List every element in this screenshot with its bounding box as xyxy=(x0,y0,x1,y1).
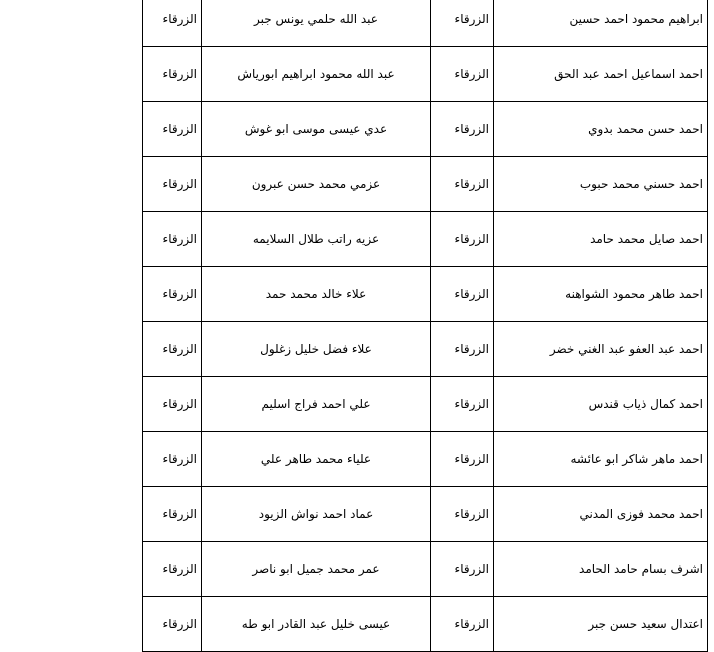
city-cell: الزرقاء xyxy=(431,47,494,102)
table-row xyxy=(143,157,708,212)
city-cell: الزرقاء xyxy=(143,377,202,432)
names-table xyxy=(142,0,708,652)
table-row xyxy=(143,102,708,157)
person-name-cell: احمد محمد فوزى المدني xyxy=(494,487,708,542)
table-row xyxy=(143,432,708,487)
city-cell: الزرقاء xyxy=(143,267,202,322)
person-name-cell: احمد صايل محمد حامد xyxy=(494,212,708,267)
city-cell: الزرقاء xyxy=(143,47,202,102)
table-row xyxy=(143,0,708,47)
person-name-cell: عبد الله محمود ابراهيم ابورياش xyxy=(202,47,431,102)
city-cell: الزرقاء xyxy=(143,487,202,542)
person-name-cell: علاء فضل خليل زغلول xyxy=(202,322,431,377)
person-name-cell: عزيه راتب طلال السلايمه xyxy=(202,212,431,267)
person-name-cell: عيسى خليل عبد القادر ابو طه xyxy=(202,597,431,652)
table-row xyxy=(143,212,708,267)
city-cell: الزرقاء xyxy=(431,432,494,487)
table-row xyxy=(143,322,708,377)
city-cell: الزرقاء xyxy=(431,597,494,652)
city-cell: الزرقاء xyxy=(143,102,202,157)
person-name-cell: علياء محمد طاهر علي xyxy=(202,432,431,487)
city-cell: الزرقاء xyxy=(431,542,494,597)
city-cell: الزرقاء xyxy=(143,322,202,377)
city-cell: الزرقاء xyxy=(431,377,494,432)
city-cell: الزرقاء xyxy=(143,157,202,212)
person-name-cell: احمد حسني محمد حبوب xyxy=(494,157,708,212)
person-name-cell: علاء خالد محمد حمد xyxy=(202,267,431,322)
table-row xyxy=(143,267,708,322)
table-row xyxy=(143,487,708,542)
person-name-cell: عزمي محمد حسن عبرون xyxy=(202,157,431,212)
city-cell: الزرقاء xyxy=(143,212,202,267)
person-name-cell: اشرف بسام حامد الحامد xyxy=(494,542,708,597)
person-name-cell: ابراهيم محمود احمد حسين xyxy=(494,0,708,47)
city-cell: الزرقاء xyxy=(431,267,494,322)
table-body xyxy=(143,0,708,652)
table-row xyxy=(143,542,708,597)
person-name-cell: احمد كمال ذياب قندس xyxy=(494,377,708,432)
table-row xyxy=(143,377,708,432)
city-cell: الزرقاء xyxy=(143,432,202,487)
person-name-cell: احمد عبد العفو عبد الغني خضر xyxy=(494,322,708,377)
person-name-cell: عماد احمد نواش الزيود xyxy=(202,487,431,542)
table-row xyxy=(143,47,708,102)
city-cell: الزرقاء xyxy=(431,212,494,267)
person-name-cell: عمر محمد جميل ابو ناصر xyxy=(202,542,431,597)
city-cell: الزرقاء xyxy=(431,322,494,377)
person-name-cell: عدي عيسى موسى ابو غوش xyxy=(202,102,431,157)
person-name-cell: احمد حسن محمد بدوي xyxy=(494,102,708,157)
city-cell: الزرقاء xyxy=(143,0,202,47)
person-name-cell: احمد اسماعيل احمد عبد الحق xyxy=(494,47,708,102)
city-cell: الزرقاء xyxy=(431,0,494,47)
person-name-cell: اعتدال سعيد حسن جبر xyxy=(494,597,708,652)
person-name-cell: احمد ماهر شاكر ابو عائشه xyxy=(494,432,708,487)
city-cell: الزرقاء xyxy=(143,597,202,652)
person-name-cell: عبد الله حلمي يونس جبر xyxy=(202,0,431,47)
city-cell: الزرقاء xyxy=(431,157,494,212)
person-name-cell: احمد طاهر محمود الشواهنه xyxy=(494,267,708,322)
city-cell: الزرقاء xyxy=(431,102,494,157)
person-name-cell: علي احمد فراج اسليم xyxy=(202,377,431,432)
city-cell: الزرقاء xyxy=(143,542,202,597)
city-cell: الزرقاء xyxy=(431,487,494,542)
table-row xyxy=(143,597,708,652)
